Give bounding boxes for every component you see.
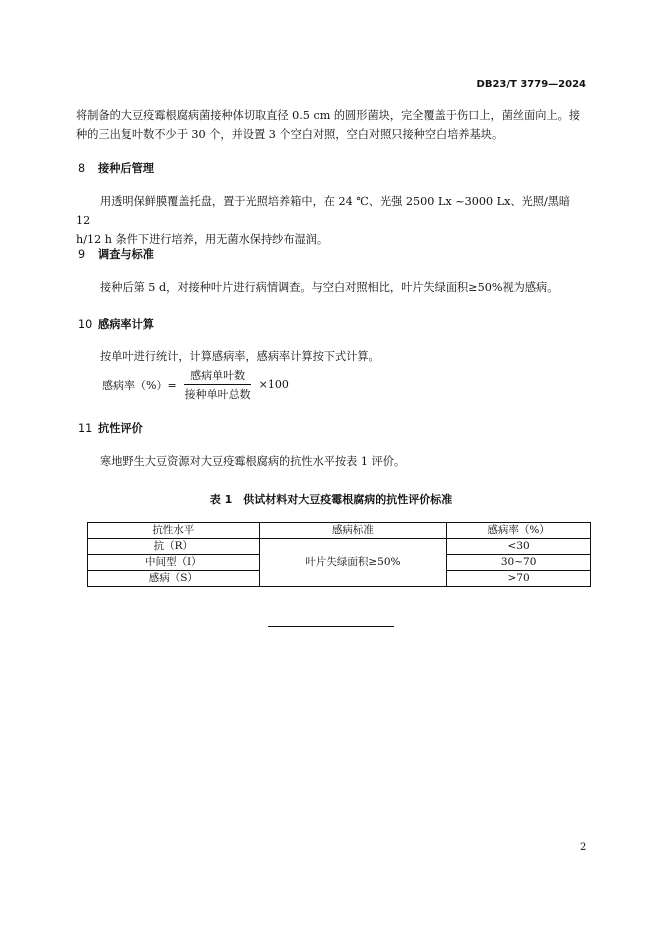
infection-rate-formula [102, 367, 289, 402]
table-header-cell: 抗性水平 [88, 523, 260, 539]
rate-cell: <30 [447, 539, 591, 555]
body-line: h/12 h 条件下进行培养，用无菌水保持纱布湿润。 [76, 233, 329, 246]
body-line: 寒地野生大豆资源对大豆疫霉根腐病的抗性水平按表 1 评价。 [100, 455, 406, 468]
section-title: 抗性评价 [98, 422, 143, 435]
section-body-10 [76, 347, 586, 366]
formula-lhs: 感病率（%）= [102, 378, 177, 392]
formula-factor: ×100 [258, 378, 289, 391]
formula-numerator: 感病单叶数 [184, 367, 251, 385]
section-title: 接种后管理 [98, 162, 154, 175]
intro-line: 种的三出复叶数不少于 30 个，并设置 3 个空白对照，空白对照只接种空白培养基块。 [76, 128, 504, 141]
table-header-cell: 感病标准 [259, 523, 447, 539]
intro-paragraph [76, 106, 586, 144]
page-number: 2 [580, 842, 587, 853]
resistance-criteria-table [87, 522, 591, 587]
section-title: 感病率计算 [98, 318, 154, 331]
table-header-cell: 感病率（%） [447, 523, 591, 539]
section-body-9 [76, 278, 586, 297]
section-heading-10 [78, 316, 154, 332]
section-title: 调查与标准 [98, 248, 154, 261]
end-of-document-rule [268, 626, 394, 627]
table-row [88, 539, 591, 555]
criterion-cell: 叶片失绿面积≥50% [259, 539, 447, 587]
formula-fraction [179, 367, 257, 402]
section-number: 8 [78, 162, 86, 175]
section-body-8 [76, 192, 586, 249]
resistance-level-cell: 中间型（I） [88, 555, 260, 571]
body-line: 接种后第 5 d，对接种叶片进行病情调查。与空白对照相比，叶片失绿面积≥50%视为感病。 [100, 281, 559, 294]
formula-denominator: 接种单叶总数 [184, 388, 251, 401]
table-header-row [88, 523, 591, 539]
body-line: 用透明保鲜膜覆盖托盘，置于光照培养箱中，在 24 ℃、光强 2500 Lx ~3000 Lx、光照/黑暗 12 [76, 195, 571, 227]
section-heading-11 [78, 420, 143, 436]
resistance-level-cell: 抗（R） [88, 539, 260, 555]
section-heading-8 [78, 160, 154, 176]
table-caption: 表 1 供试材料对大豆疫霉根腐病的抗性评价标准 [209, 493, 453, 506]
intro-line: 将制备的大豆疫霉根腐病菌接种体切取直径 0.5 cm 的圆形菌块，完全覆盖于伤口上，菌丝面向上。接 [76, 109, 581, 122]
resistance-level-cell: 感病（S） [88, 571, 260, 587]
rate-cell: >70 [447, 571, 591, 587]
section-heading-9 [78, 246, 154, 262]
standard-code: DB23/T 3779—2024 [476, 79, 586, 90]
section-body-11 [76, 452, 586, 471]
body-line: 按单叶进行统计，计算感病率，感病率计算按下式计算。 [100, 350, 380, 363]
section-number: 9 [78, 248, 86, 261]
rate-cell: 30~70 [447, 555, 591, 571]
section-number: 11 [78, 422, 93, 435]
section-number: 10 [78, 318, 93, 331]
